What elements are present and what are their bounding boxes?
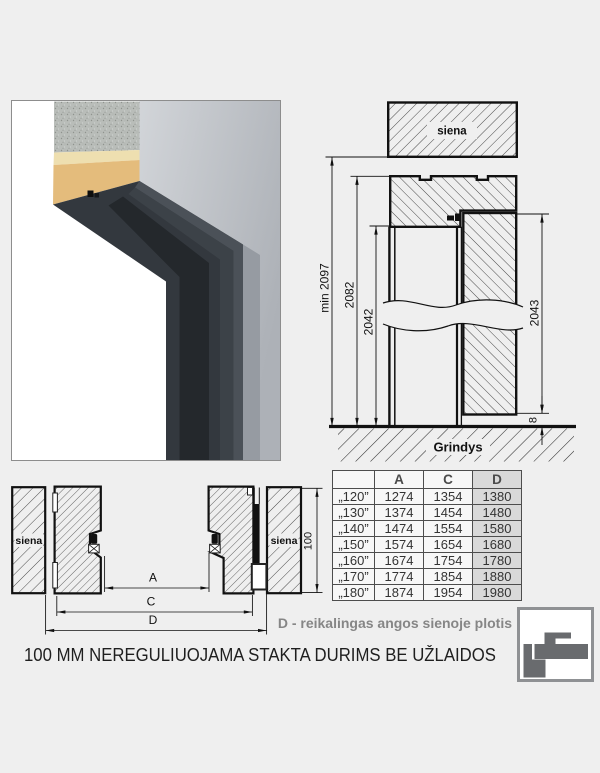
cell-size: „180” (333, 585, 375, 601)
table-header-c: C (424, 471, 473, 489)
cell-c: 1654 (424, 537, 473, 553)
right-jamb-seal-base (210, 544, 221, 553)
cell-a: 1274 (375, 489, 424, 505)
left-wall-label: siena (15, 535, 43, 547)
page-title: 100 MM NEREGULIUOJAMA STAKTA DURIMS BE UŽLAIDOS (24, 645, 496, 665)
cell-a: 1774 (375, 569, 424, 585)
table-row (333, 585, 522, 601)
size-table (332, 470, 522, 601)
table-row (333, 537, 522, 553)
cell-d: 1580 (473, 521, 522, 537)
cell-a: 1874 (375, 585, 424, 601)
cell-c: 1354 (424, 489, 473, 505)
dim-d-label: D (148, 613, 158, 627)
wall-reveal-shadow (243, 245, 260, 461)
table-header-size (333, 471, 375, 489)
right-jamb-seal (212, 534, 218, 544)
dim-extension-lines-left (326, 157, 391, 426)
wall-cut-concrete-layer (54, 102, 140, 153)
frame-corner-render (12, 101, 280, 460)
left-jamb-groove-bottom (53, 563, 58, 589)
cell-c: 1554 (424, 521, 473, 537)
cell-c: 1454 (424, 505, 473, 521)
left-jamb-groove-top (53, 493, 58, 512)
frame-seal-detail (88, 191, 94, 198)
table-row (333, 521, 522, 537)
dim-depth-label: 100 (302, 531, 315, 551)
cell-d: 1980 (473, 585, 522, 601)
table-header-d: D (473, 471, 522, 489)
cell-c: 1954 (424, 585, 473, 601)
vertical-section-drawing (300, 95, 590, 473)
cell-size: „140” (333, 521, 375, 537)
dim-frame-clear: 2042 (361, 308, 376, 336)
cell-d: 1780 (473, 553, 522, 569)
cell-a: 1374 (375, 505, 424, 521)
dim-min-total: min 2097 (317, 263, 332, 313)
dim-leaf-height: 2043 (527, 299, 542, 327)
cell-c: 1754 (424, 553, 473, 569)
table-row (333, 489, 522, 505)
floor-label: Grindys (433, 439, 483, 455)
dim-c-label: C (146, 594, 156, 609)
cell-d: 1680 (473, 537, 522, 553)
table-row (333, 553, 522, 569)
table-header-a: A (375, 471, 424, 489)
frame-corner-photo (11, 100, 281, 461)
cell-d: 1880 (473, 569, 522, 585)
cell-size: „120” (333, 489, 375, 505)
brand-logo (517, 607, 594, 682)
cell-size: „150” (333, 537, 375, 553)
leaf-end-block (252, 564, 267, 590)
dim-a-label: A (148, 570, 158, 585)
head-seal-icon-2 (455, 214, 460, 222)
wall-label: siena (437, 125, 467, 138)
table-row (333, 569, 522, 585)
cell-size: „130” (333, 505, 375, 521)
break-mask (383, 300, 523, 331)
left-jamb-seal (91, 534, 97, 544)
dim-extension-lines-right (517, 214, 550, 445)
dim-floor-gap: 8 (527, 416, 540, 424)
door-leaf-edge (254, 504, 260, 564)
head-seal-icon (447, 216, 454, 221)
left-jamb-seal-base (89, 544, 100, 553)
cell-a: 1674 (375, 553, 424, 569)
frame-seal-detail-2 (95, 193, 100, 198)
cell-a: 1574 (375, 537, 424, 553)
right-jamb-groove (248, 488, 253, 496)
right-wall-label: siena (270, 535, 298, 547)
cell-size: „170” (333, 569, 375, 585)
cell-d: 1480 (473, 505, 522, 521)
d-dimension-note: D - reikalingas angos sienoje plotis (277, 615, 512, 631)
table-header-row (333, 471, 522, 489)
cell-c: 1854 (424, 569, 473, 585)
logo-bar (535, 644, 589, 659)
cell-a: 1474 (375, 521, 424, 537)
cell-size: „160” (333, 553, 375, 569)
dim-frame-outer: 2082 (342, 281, 357, 309)
table-row (333, 505, 522, 521)
cell-d: 1380 (473, 489, 522, 505)
